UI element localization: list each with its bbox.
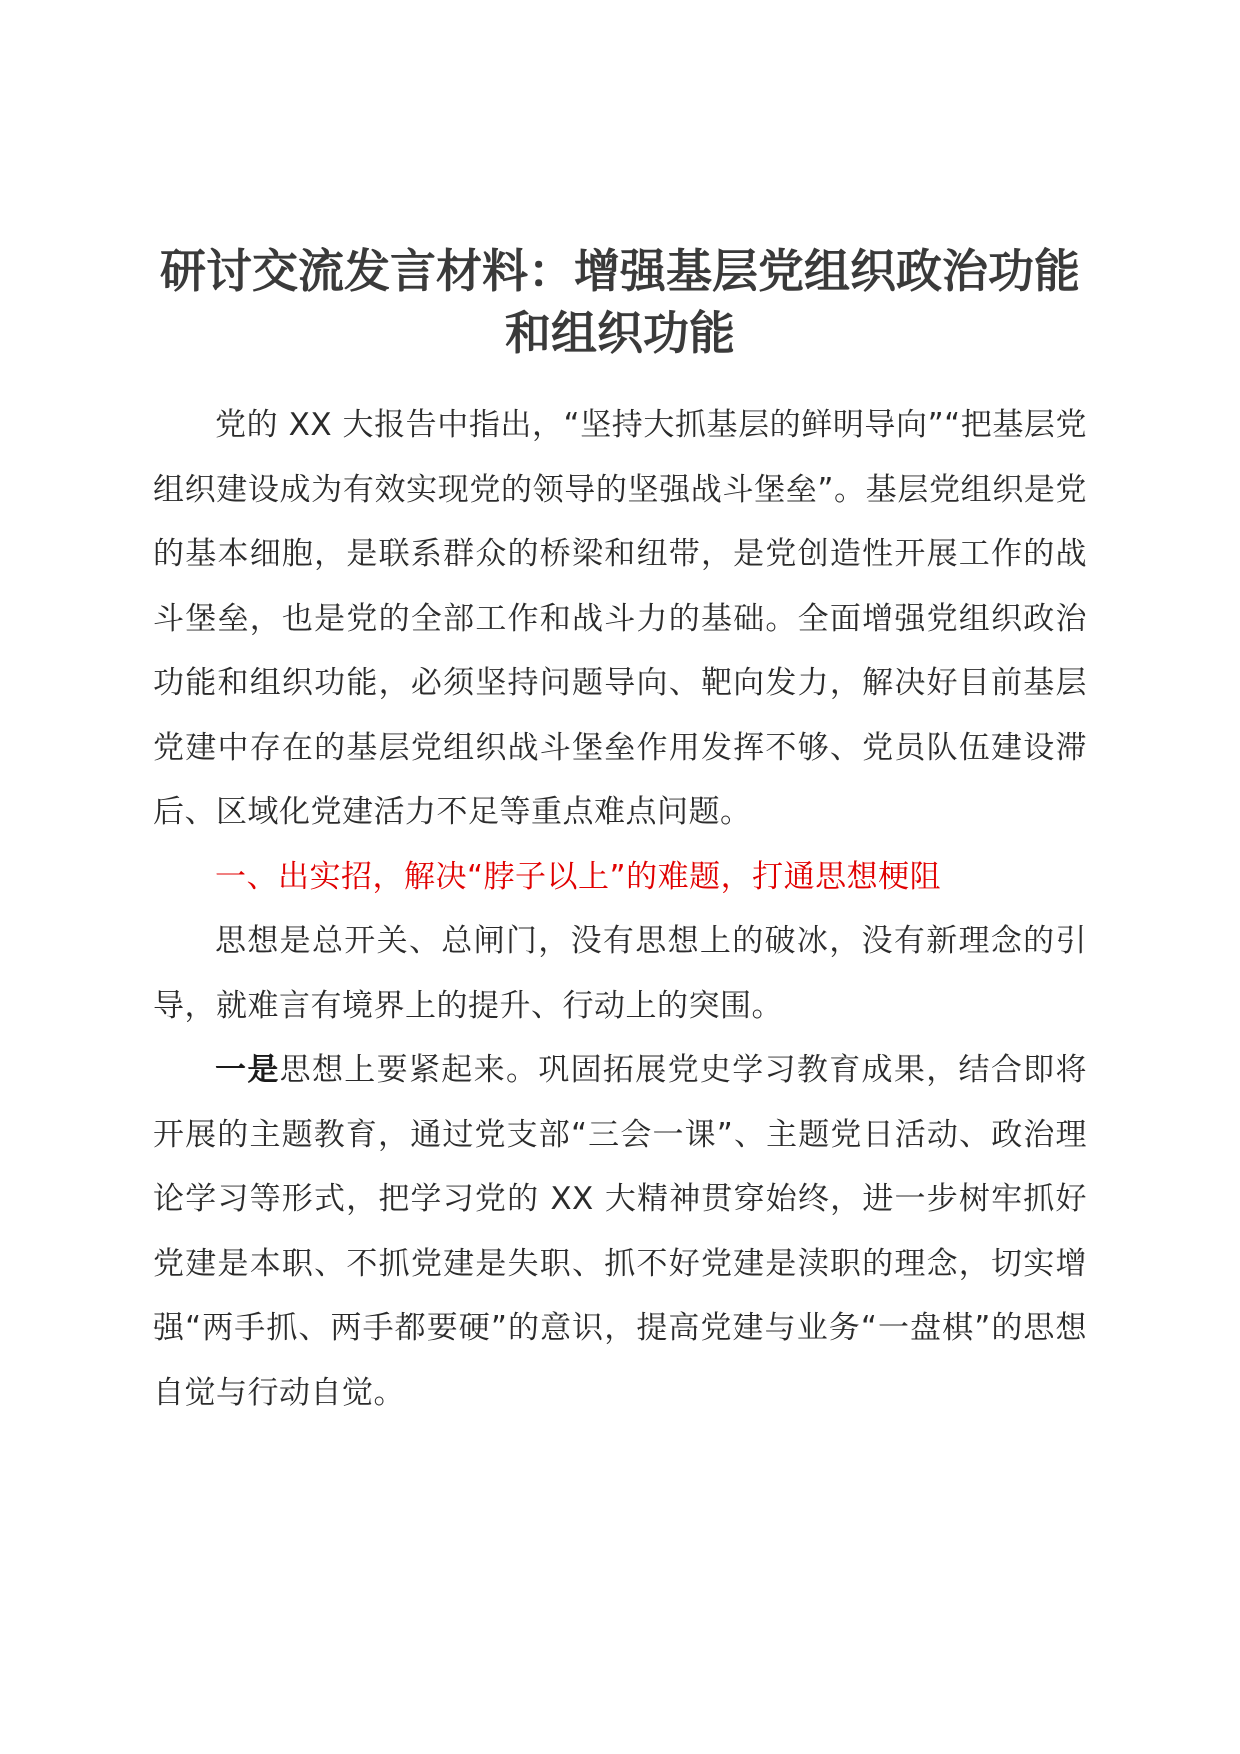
point-one-lead: 一是 — [215, 1052, 280, 1088]
title-line-1: 研讨交流发言材料：增强基层党组织政治功能 — [160, 244, 1080, 298]
point-one-text: 思想上要紧起来。巩固拓展党史学习教育成果，结合即将开展的主题教育，通过党支部“三会一课”、主题党日活动、政治理论学习等形式，把学习党的 XX 大精神贯穿始终，进一步树牢抓好党建是本职、不抓党建是失职、抓不好党建是渎职的理念，切实增强“两手抓、两手都要硬”的意识，提高党建与业务“一盘棋”的思想自觉与行动自觉。 — [153, 1052, 1087, 1411]
document-title — [140, 240, 1100, 364]
document-body — [153, 393, 1087, 1425]
title-line-2: 和组织功能 — [505, 306, 735, 360]
point-one-paragraph — [153, 1038, 1087, 1425]
section-heading-1: 一、出实招，解决“脖子以上”的难题，打通思想梗阻 — [215, 858, 942, 895]
intro-paragraph: 党的 XX 大报告中指出，“坚持大抓基层的鲜明导向”“把基层党组织建设成为有效实现党的领导的坚强战斗堡垒”。基层党组织是党的基本细胞，是联系群众的桥梁和纽带，是党创造性开展工作的战斗堡垒，也是党的全部工作和战斗力的基础。全面增强党组织政治功能和组织功能，必须坚持问题导向、靶向发力，解决好目前基层党建中存在的基层党组织战斗堡垒作用发挥不够、党员队伍建设滞后、区域化党建活力不足等重点难点问题。 — [153, 407, 1087, 830]
section1-intro-paragraph: 思想是总开关、总闸门，没有思想上的破冰，没有新理念的引导，就难言有境界上的提升、行动上的突围。 — [153, 923, 1087, 1024]
